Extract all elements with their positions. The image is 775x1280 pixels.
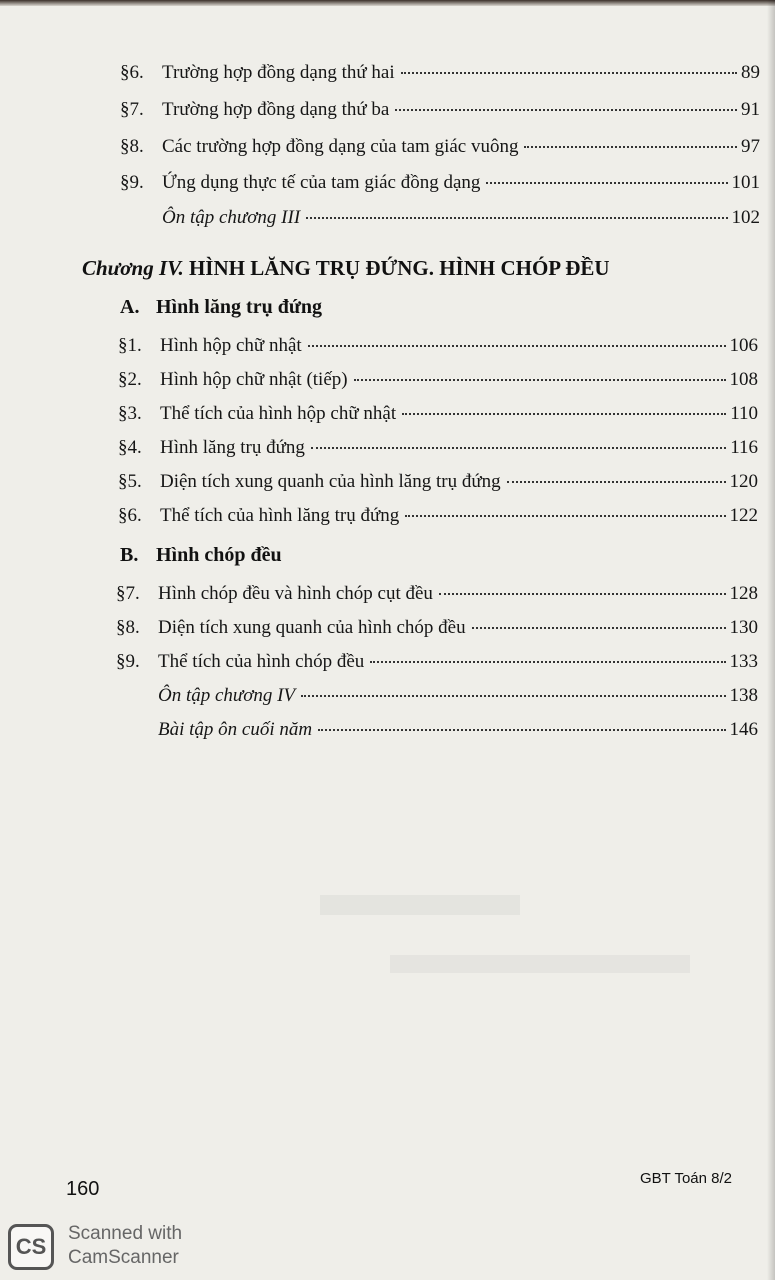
section-number: §8.: [116, 617, 140, 638]
scanner-watermark: [8, 1222, 218, 1274]
entry-page: 102: [731, 207, 760, 228]
toc-entry: [118, 437, 758, 467]
toc-entry: [118, 403, 758, 433]
entry-page: 97: [741, 136, 760, 157]
section-number: §6.: [118, 505, 142, 526]
entry-page: 130: [729, 617, 758, 638]
chapter-title: HÌNH LĂNG TRỤ ĐỨNG. HÌNH CHÓP ĐỀU: [188, 256, 610, 280]
book-code: GBT Toán 8/2: [640, 1170, 733, 1187]
entry-page: 146: [729, 719, 758, 740]
section-number: §7.: [116, 583, 140, 604]
leader-dots: [301, 695, 725, 697]
section-number: §4.: [118, 437, 142, 458]
entry-page: 101: [731, 172, 760, 193]
toc-entry: [116, 685, 758, 715]
section-number: §7.: [120, 99, 144, 120]
leader-dots: [524, 146, 737, 148]
toc-entry: [120, 207, 760, 237]
toc-entry: [118, 505, 758, 535]
section-number: §9.: [120, 172, 144, 193]
entry-page: 116: [730, 437, 758, 458]
toc-entry: [120, 136, 760, 166]
section-heading: [120, 296, 322, 319]
entry-title: Hình chóp đều và hình chóp cụt đều: [158, 583, 433, 604]
toc-entry: [120, 172, 760, 202]
toc-entry: [120, 99, 760, 129]
leader-dots: [439, 593, 726, 595]
section-number: §9.: [116, 651, 140, 672]
entry-page: 110: [730, 403, 758, 424]
page-top-edge: [0, 0, 775, 6]
toc-entry: [118, 335, 758, 365]
entry-page: 108: [729, 369, 758, 390]
watermark-text: [68, 1222, 182, 1270]
toc-entry: [118, 369, 758, 399]
entry-title: Trường hợp đồng dạng thứ hai: [162, 62, 395, 83]
entry-title: Trường hợp đồng dạng thứ ba: [162, 99, 390, 120]
entry-title: Ôn tập chương III: [162, 207, 301, 228]
leader-dots: [311, 447, 726, 449]
section-number: §8.: [120, 136, 144, 157]
entry-title: Hình hộp chữ nhật: [160, 335, 302, 356]
section-number: §6.: [120, 62, 144, 83]
leader-dots: [402, 413, 726, 415]
toc-entry: [116, 583, 758, 613]
show-through: [390, 955, 690, 973]
chapter-heading: [82, 256, 610, 281]
leader-dots: [395, 109, 737, 111]
toc-entry: [116, 719, 758, 749]
leader-dots: [318, 729, 725, 731]
section-title: Hình lăng trụ đứng: [156, 296, 322, 318]
entry-title: Diện tích xung quanh của hình chóp đều: [158, 617, 466, 638]
entry-page: 91: [741, 99, 760, 120]
page-shadow: [767, 0, 775, 1280]
entry-title: Bài tập ôn cuối năm: [158, 719, 313, 740]
toc-entry: [120, 62, 760, 92]
section-number: §3.: [118, 403, 142, 424]
leader-dots: [486, 182, 727, 184]
section-title: Hình chóp đều: [156, 544, 282, 566]
entry-title: Diện tích xung quanh của hình lăng trụ đứng: [160, 471, 501, 492]
section-letter: A.: [120, 296, 140, 318]
watermark-line1: Scanned with: [68, 1223, 183, 1244]
leader-dots: [354, 379, 726, 381]
page-number: 160: [66, 1178, 100, 1200]
toc-entry: [116, 617, 758, 647]
entry-title: Thể tích của hình chóp đều: [158, 651, 365, 672]
leader-dots: [507, 481, 726, 483]
toc-entry: [116, 651, 758, 681]
leader-dots: [472, 627, 726, 629]
entry-page: 128: [729, 583, 758, 604]
section-letter: B.: [120, 544, 139, 566]
section-number: §1.: [118, 335, 142, 356]
leader-dots: [405, 515, 725, 517]
leader-dots: [370, 661, 725, 663]
leader-dots: [306, 217, 727, 219]
camscanner-logo-icon: CS: [8, 1224, 54, 1270]
entry-title: Ứng dụng thực tế của tam giác đồng dạng: [162, 172, 481, 193]
entry-title: Ôn tập chương IV: [158, 685, 296, 706]
chapter-label: Chương IV.: [82, 256, 184, 280]
section-heading: [120, 544, 282, 567]
toc-entry: [118, 471, 758, 501]
entry-title: Thể tích của hình hộp chữ nhật: [160, 403, 397, 424]
entry-title: Thể tích của hình lăng trụ đứng: [160, 505, 400, 526]
entry-page: 138: [729, 685, 758, 706]
leader-dots: [308, 345, 726, 347]
entry-page: 120: [729, 471, 758, 492]
leader-dots: [401, 72, 737, 74]
entry-page: 122: [729, 505, 758, 526]
section-number: §2.: [118, 369, 142, 390]
entry-title: Hình lăng trụ đứng: [160, 437, 305, 458]
entry-page: 133: [729, 651, 758, 672]
entry-title: Hình hộp chữ nhật (tiếp): [160, 369, 348, 390]
section-number: §5.: [118, 471, 142, 492]
entry-title: Các trường hợp đồng dạng của tam giác vuông: [162, 136, 519, 157]
entry-page: 106: [729, 335, 758, 356]
show-through: [320, 895, 520, 915]
entry-page: 89: [741, 62, 760, 83]
watermark-line2: CamScanner: [68, 1247, 179, 1268]
